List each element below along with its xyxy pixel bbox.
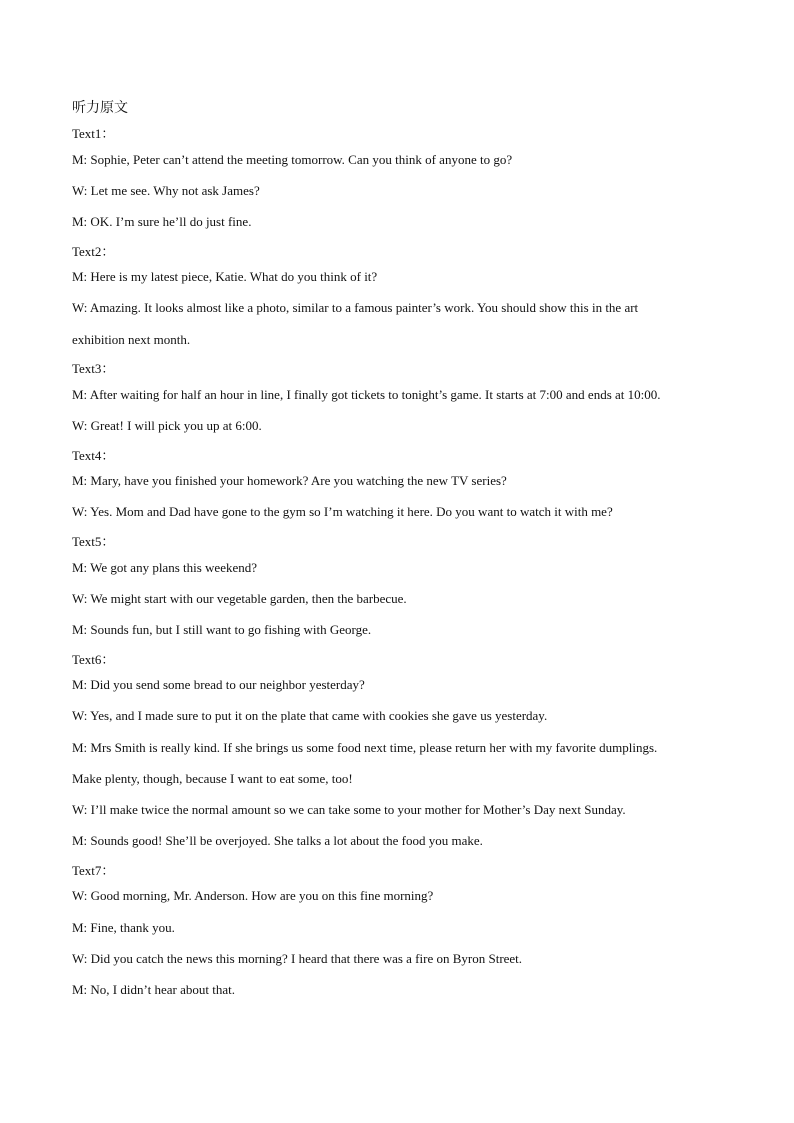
dialog-line: W: Yes, and I made sure to put it on the plate that came with cookies she gave us yesterday.: [72, 708, 548, 723]
text-label: Text6：: [72, 652, 115, 667]
dialog-line: M: Mrs Smith is really kind. If she brings us some food next time, please return her with my favorite dumplings.: [72, 740, 658, 755]
dialog-line: M: We got any plans this weekend?: [72, 560, 258, 575]
text-label: Text4：: [72, 448, 115, 463]
dialog-line: M: Mary, have you finished your homework? Are you watching the new TV series?: [72, 473, 507, 488]
dialog-line: M: OK. I’m sure he’ll do just fine.: [72, 214, 252, 229]
text-label: Text2：: [72, 244, 115, 259]
dialog-line: W: Let me see. Why not ask James?: [72, 183, 260, 198]
dialog-line: W: Amazing. It looks almost like a photo, similar to a famous painter’s work. You should show this in the art: [72, 300, 639, 315]
text-label: Text1：: [72, 126, 115, 141]
text-label: Text5：: [72, 534, 115, 549]
dialog-line: W: Good morning, Mr. Anderson. How are you on this fine morning?: [72, 888, 434, 903]
dialog-line: W: We might start with our vegetable garden, then the barbecue.: [72, 591, 407, 606]
dialog-line: M: No, I didn’t hear about that.: [72, 982, 235, 997]
dialog-line: M: Here is my latest piece, Katie. What do you think of it?: [72, 269, 378, 284]
dialog-line: W: Yes. Mom and Dad have gone to the gym so I’m watching it here. Do you want to watch it with me?: [72, 504, 613, 519]
document-heading: 听力原文: [72, 100, 128, 116]
dialog-line: M: Sounds fun, but I still want to go fishing with George.: [72, 622, 372, 637]
dialog-line: M: Sophie, Peter can’t attend the meeting tomorrow. Can you think of anyone to go?: [72, 152, 513, 167]
dialog-line: W: I’ll make twice the normal amount so we can take some to your mother for Mother’s Day next Sunday.: [72, 802, 626, 817]
dialog-line: W: Did you catch the news this morning? I heard that there was a fire on Byron Street.: [72, 951, 523, 966]
dialog-line: Make plenty, though, because I want to eat some, too!: [72, 771, 353, 786]
text-label: Text3：: [72, 361, 115, 376]
dialog-line: M: After waiting for half an hour in line, I finally got tickets to tonight’s game. It starts at 7:00 and ends at 10:00.: [72, 387, 661, 402]
dialog-line: M: Did you send some bread to our neighbor yesterday?: [72, 677, 365, 692]
dialog-line: M: Sounds good! She’ll be overjoyed. She talks a lot about the food you make.: [72, 833, 483, 848]
dialog-line: W: Great! I will pick you up at 6:00.: [72, 418, 262, 433]
dialog-line: M: Fine, thank you.: [72, 920, 175, 935]
text-label: Text7：: [72, 863, 115, 878]
dialog-line: exhibition next month.: [72, 332, 191, 347]
